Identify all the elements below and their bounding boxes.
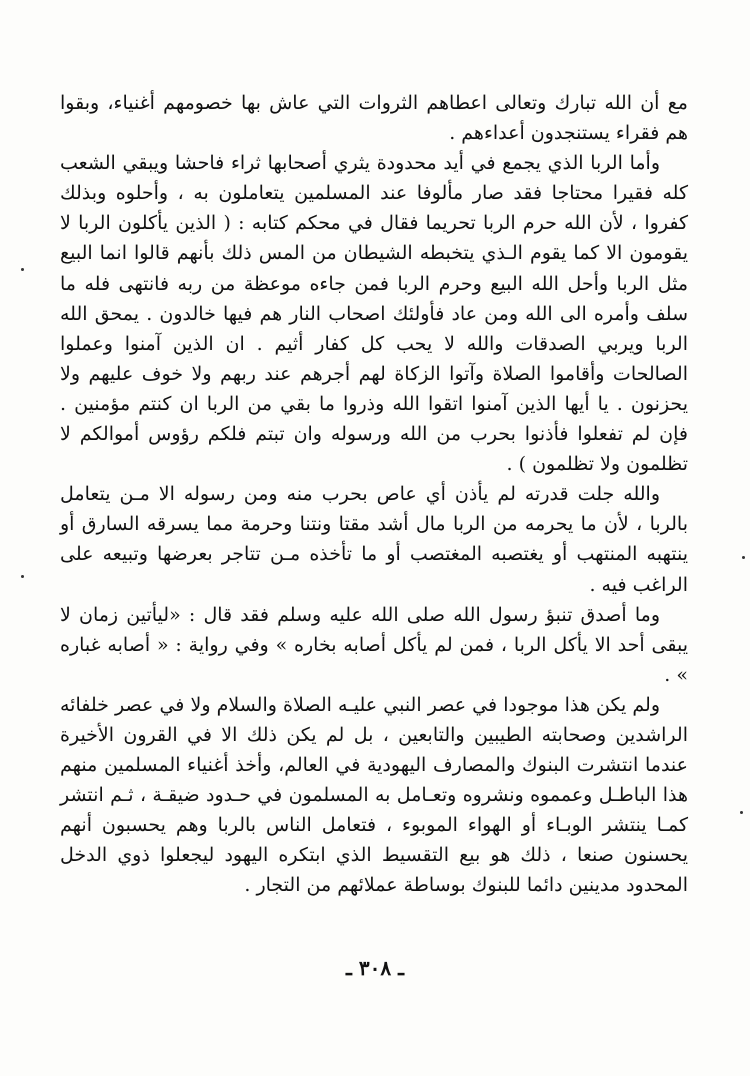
margin-speck [742, 556, 745, 559]
body-text [60, 88, 688, 901]
paragraph-5: ولم يكن هذا موجودا في عصر النبي عليـه الصلاة والسلام ولا في عصر خلفائه الراشدين وصحابته الطيبين والتابعين ، بل لم يكن ذلك الا في القرون الأخيرة عندما انتشرت البنوك والمصارف اليهودية في العالم، وأخذ أغنياء المسلمين منهم هذا الباطـل وعمموه ونشروه وتعـامل به المسلمون في حـدود ضيقـة ، ثـم انتشر كمـا ينتشر الوبـاء أو الهواء الموبوء ، فتعامل الناس بالربا وهم يحسبون أنهم يحسنون صنعا ، ذلك هو بيع التقسيط الذي ابتكره اليهود ليجعلوا ذوي الدخل المحدود مدينين دائما للبنوك بوساطة عملائهم من التجار . [60, 693, 688, 897]
margin-speck [740, 811, 743, 814]
paragraph-1: مع أن الله تبارك وتعالى اعطاهم الثروات التي عاش بها خصومهم أغنياء، وبقوا هم فقراء يستنجدون أعداءهم . [60, 92, 688, 145]
paragraph-2: وأما الربا الذي يجمع في أيد محدودة يثري أصحابها ثراء فاحشا ويبقي الشعب كله فقيرا محتاجا فقد صار مألوفا عند المسلمين يتعاملون به ، وأحلوه وبذلك كفروا ، لأن الله حرم الربا تحريما فقال في محكم كتابه : ( الذين يأكلون الربا لا يقومون الا كما يقوم الـذي يتخبطه الشيطان من المس ذلك بأنهم قالوا انما البيع مثل الربا وأحل الله البيع وحرم الربا فمن جاءه موعظة من ربه فانتهى فله ما سلف وأمره الى الله ومن عاد فأولئك اصحاب النار هم فيها خالدون . يمحق الله الربا ويربي الصدقات والله لا يحب كل كفار أثيم . ان الذين آمنوا وعملوا الصالحات وأقاموا الصلاة وآتوا الزكاة لهم أجرهم عند ربهم ولا خوف عليهم ولا يحزنون . يا أيها الذين آمنوا اتقوا الله وذروا ما بقي من الربا ان كنتم مؤمنين . فإن لم تفعلوا فأذنوا بحرب من الله ورسوله وان تبتم فلكم رؤوس أموالكم لا تظلمون ولا تظلمون ) . [60, 152, 689, 476]
margin-speck [21, 268, 24, 271]
paragraph-4: وما أصدق تنبؤ رسول الله صلى الله عليه وسلم فقد قال : «ليأتين زمان لا يبقى أحد الا يأكل الربا ، فمن لم يأكل أصابه بخاره » وفي رواية : « أصابه غباره » . [60, 603, 688, 686]
page-number: ـ ٣٠٨ ـ [346, 956, 404, 980]
margin-speck [21, 575, 24, 578]
paragraph-3: والله جلت قدرته لم يأذن أي عاص بحرب منه ومن رسوله الا مـن يتعامل بالربا ، لأن ما يحرمه من الربا مال أشد مقتا ونتنا وحرمة مما يسرقه السارق أو ينتهبه المنتهب أو يغتصبه المغتصب أو ما تأخذه مـن تتاجر بعرضها وتبيعه على الراغب فيه . [60, 483, 688, 596]
